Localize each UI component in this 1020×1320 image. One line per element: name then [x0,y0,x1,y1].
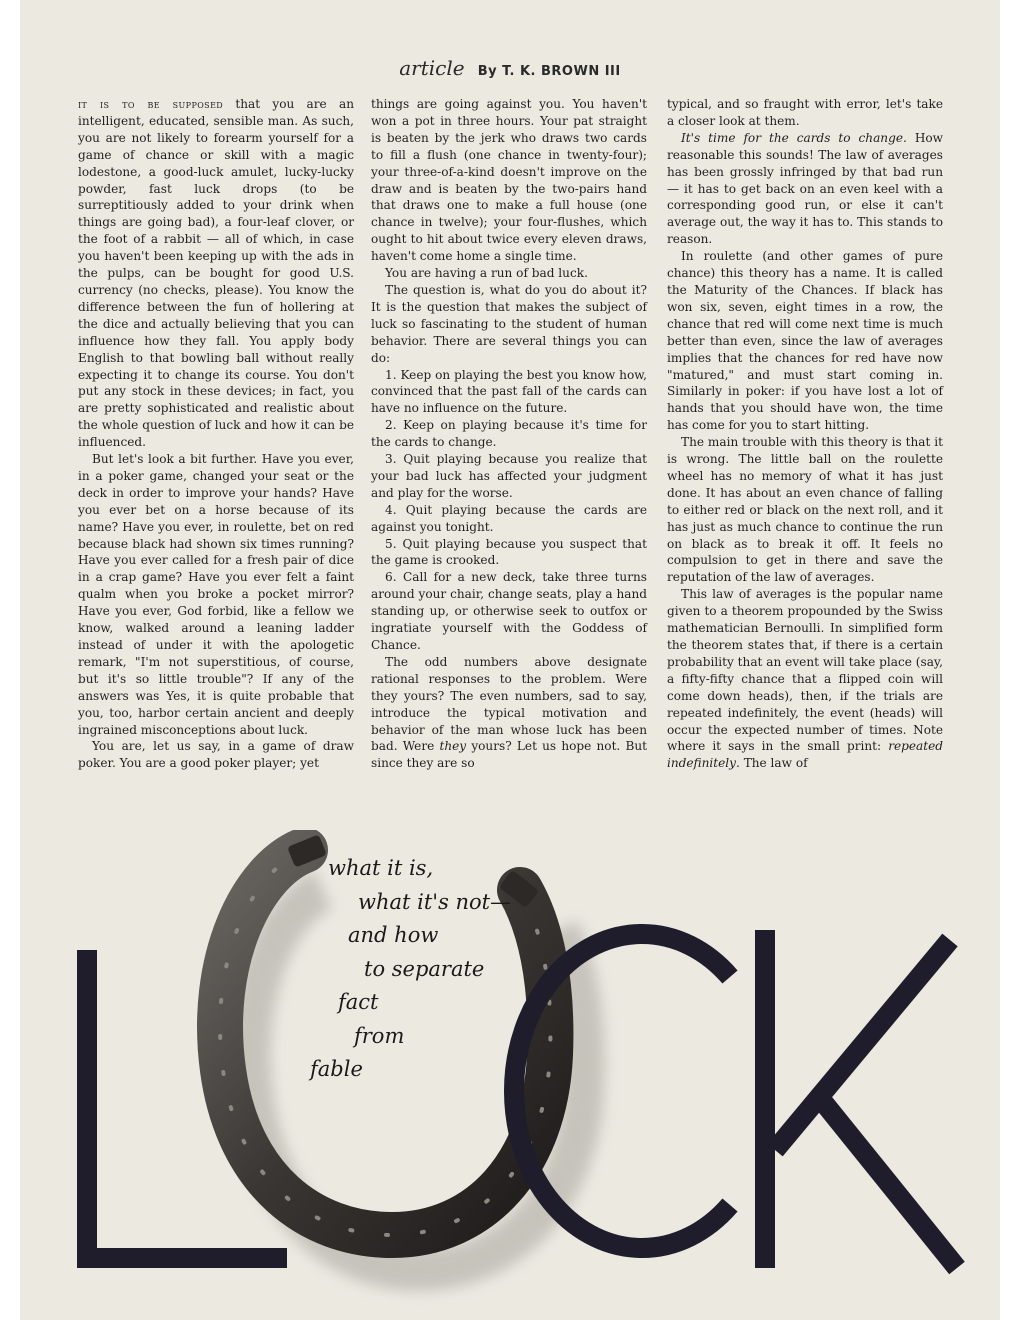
paragraph [667,586,943,772]
lead-in: it is to be supposed [78,97,224,111]
paragraph-text: yours? Let us hope not. But since they are so [371,739,648,771]
tagline-line: what it is, [328,856,434,880]
article-byline: By T. K. BROWN III [477,64,621,79]
paragraph: things are going against you. You haven't won a pot in three hours. Your pat straight is beaten by the jerk who draws two cards to fill a flush (one chance in twenty-four); your three-of-a-kind doesn't improve on the draw and is beaten by the two-pairs hand that draws one to make a full house (one chance in twelve); your four-flushes, which ought to hit about twice every eleven draws, haven't come home a single time. [371,97,647,264]
paragraph-text: How reasonable this sounds! The law of averages has been grossly infringed by that bad run — it has to get back on an even keel with a corresponding good run, or else it can't average out, the way it has to. This stands to reason. [667,130,943,247]
list-item: 5. Quit playing because you suspect that the game is crooked. [371,536,647,568]
paragraph [371,654,647,772]
emphasis: they [439,739,467,754]
paragraph: In roulette (and other games of pure chance) this theory has a name. It is called the Maturity of the Chances. If black has won six, seven, eight times in a row, the chance that red will come next time is much better than even, since the law of averages implies that the chances for red have now "matured," and must start coming in. Similarly in poker: if you have lost a lot of hands that you should have won, the time has come for you to start hitting. [667,249,943,433]
paragraph [667,130,943,248]
paragraph [78,96,354,451]
paragraph: But let's look a bit further. Have you ever, in a poker game, changed your seat or the deck in order to improve your hands? Have you ever bet on a horse because of its name? Have you ever, in roulette, bet on red because black had shown six times running? Have you ever called for a fresh pair of dice in a crap game? Have you ever felt a faint qualm when you broke a pocket mirror? Have you ever, God forbid, like a fellow we know, walked around a leaning ladder instead of under it with the apologetic remark, "I'm not superstitious, of course, but it's so little trouble"? If any of the answers was Yes, it is quite probable that you, too, harbor certain ancient and deeply ingrained misconceptions about luck. [78,452,354,737]
paragraph-text: The odd numbers above designate rational responses to the problem. Were they yours? The even numbers, sad to say, introduce the typical motivation and behavior of the man whose luck has been bad. Were [371,654,647,754]
paragraph-text: . The law of [736,756,808,771]
article-kicker: article [399,56,465,80]
paragraph: You are, let us say, in a game of draw poker. You are a good poker player; yet [78,739,354,771]
tagline [310,852,570,1087]
magazine-page [20,0,1000,1320]
list-item: 4. Quit playing because the cards are against you tonight. [371,502,647,534]
text-column-1 [78,96,354,772]
paragraph: typical, and so fraught with error, let's take a closer look at them. [667,97,943,128]
emphasis: repeated indefinitely [667,739,943,771]
list-item: 2. Keep on playing because it's time for the cards to change. [371,418,647,450]
headline-letter-K [755,930,957,1268]
text-column-3 [667,96,943,772]
paragraph: You are having a run of bad luck. [385,266,588,281]
list-item: 1. Keep on playing the best you know how, convinced that the past fall of the cards can have no influence on the future. [371,367,647,416]
text-column-2 [371,96,647,772]
list-item: 6. Call for a new deck, take three turns around your chair, change seats, play a hand standing up, or otherwise seek to outfox or ingratiate yourself with the Goddess of Chance. [371,570,647,652]
tagline-line: from [354,1023,405,1048]
tagline-line: fact [338,990,379,1014]
article-header [20,56,1000,80]
tagline-line: what it's not— [358,889,512,914]
letter-L-text: L [180,1130,181,1131]
list-item: 3. Quit playing because you realize that your bad luck has affected your judgment and play for the worse. [371,452,647,500]
paragraph-text: This law of averages is the popular name given to a theorem propounded by the Swiss mathematician Bernoulli. In simplified form the theorem states that, if there is a certain probability that an event will take place (say, a fifty-fifty chance that a flipped coin will come down heads), then, if the trials are repeated indefinitely, the event (heads) will occur the expected number of times. Note where it says in the small print: [667,587,943,754]
tagline-line: fable [310,1057,363,1081]
tagline-line: and how [348,923,439,947]
paragraph: The main trouble with this theory is that it is wrong. The little ball on the roulette wheel has no memory of what it has just done. It has about an even chance of falling to either red or black on the next roll, and it has just as much chance to continue the run on black as to break it off. It feels no compulsion to get in there and save the reputation of the law of averages. [667,435,943,585]
tagline-line: to separate [364,956,485,981]
paragraph-text: that you are an intelligent, educated, sensible man. As such, you are not likely to forearm yourself for a game of chance or skill with a magic lodestone, a good-luck amulet, lucky-lucky powder, fast luck drops (to be surreptitiously added to your drink when things are going bad), a four-leaf clover, or the foot of a rabbit — all of which, in case you haven't been keeping up with the ads in the pulps, can be bought for good U.S. currency (no checks, please). You know the difference between the fun of hollering at the dice and actually believing that you can influence how they fall. You apply body English to that bowling ball without really expecting it to change its course. You don't put any stock in these devices; in fact, you are pretty sophisticated and realistic about the whole question of luck and how it can be influenced. [78,97,354,450]
paragraph: The question is, what do you do about it? It is the question that makes the subject of luck so fascinating to the student of human behavior. There are several things you can do: [371,282,647,365]
emphasis: It's time for the cards to change. [681,130,907,145]
